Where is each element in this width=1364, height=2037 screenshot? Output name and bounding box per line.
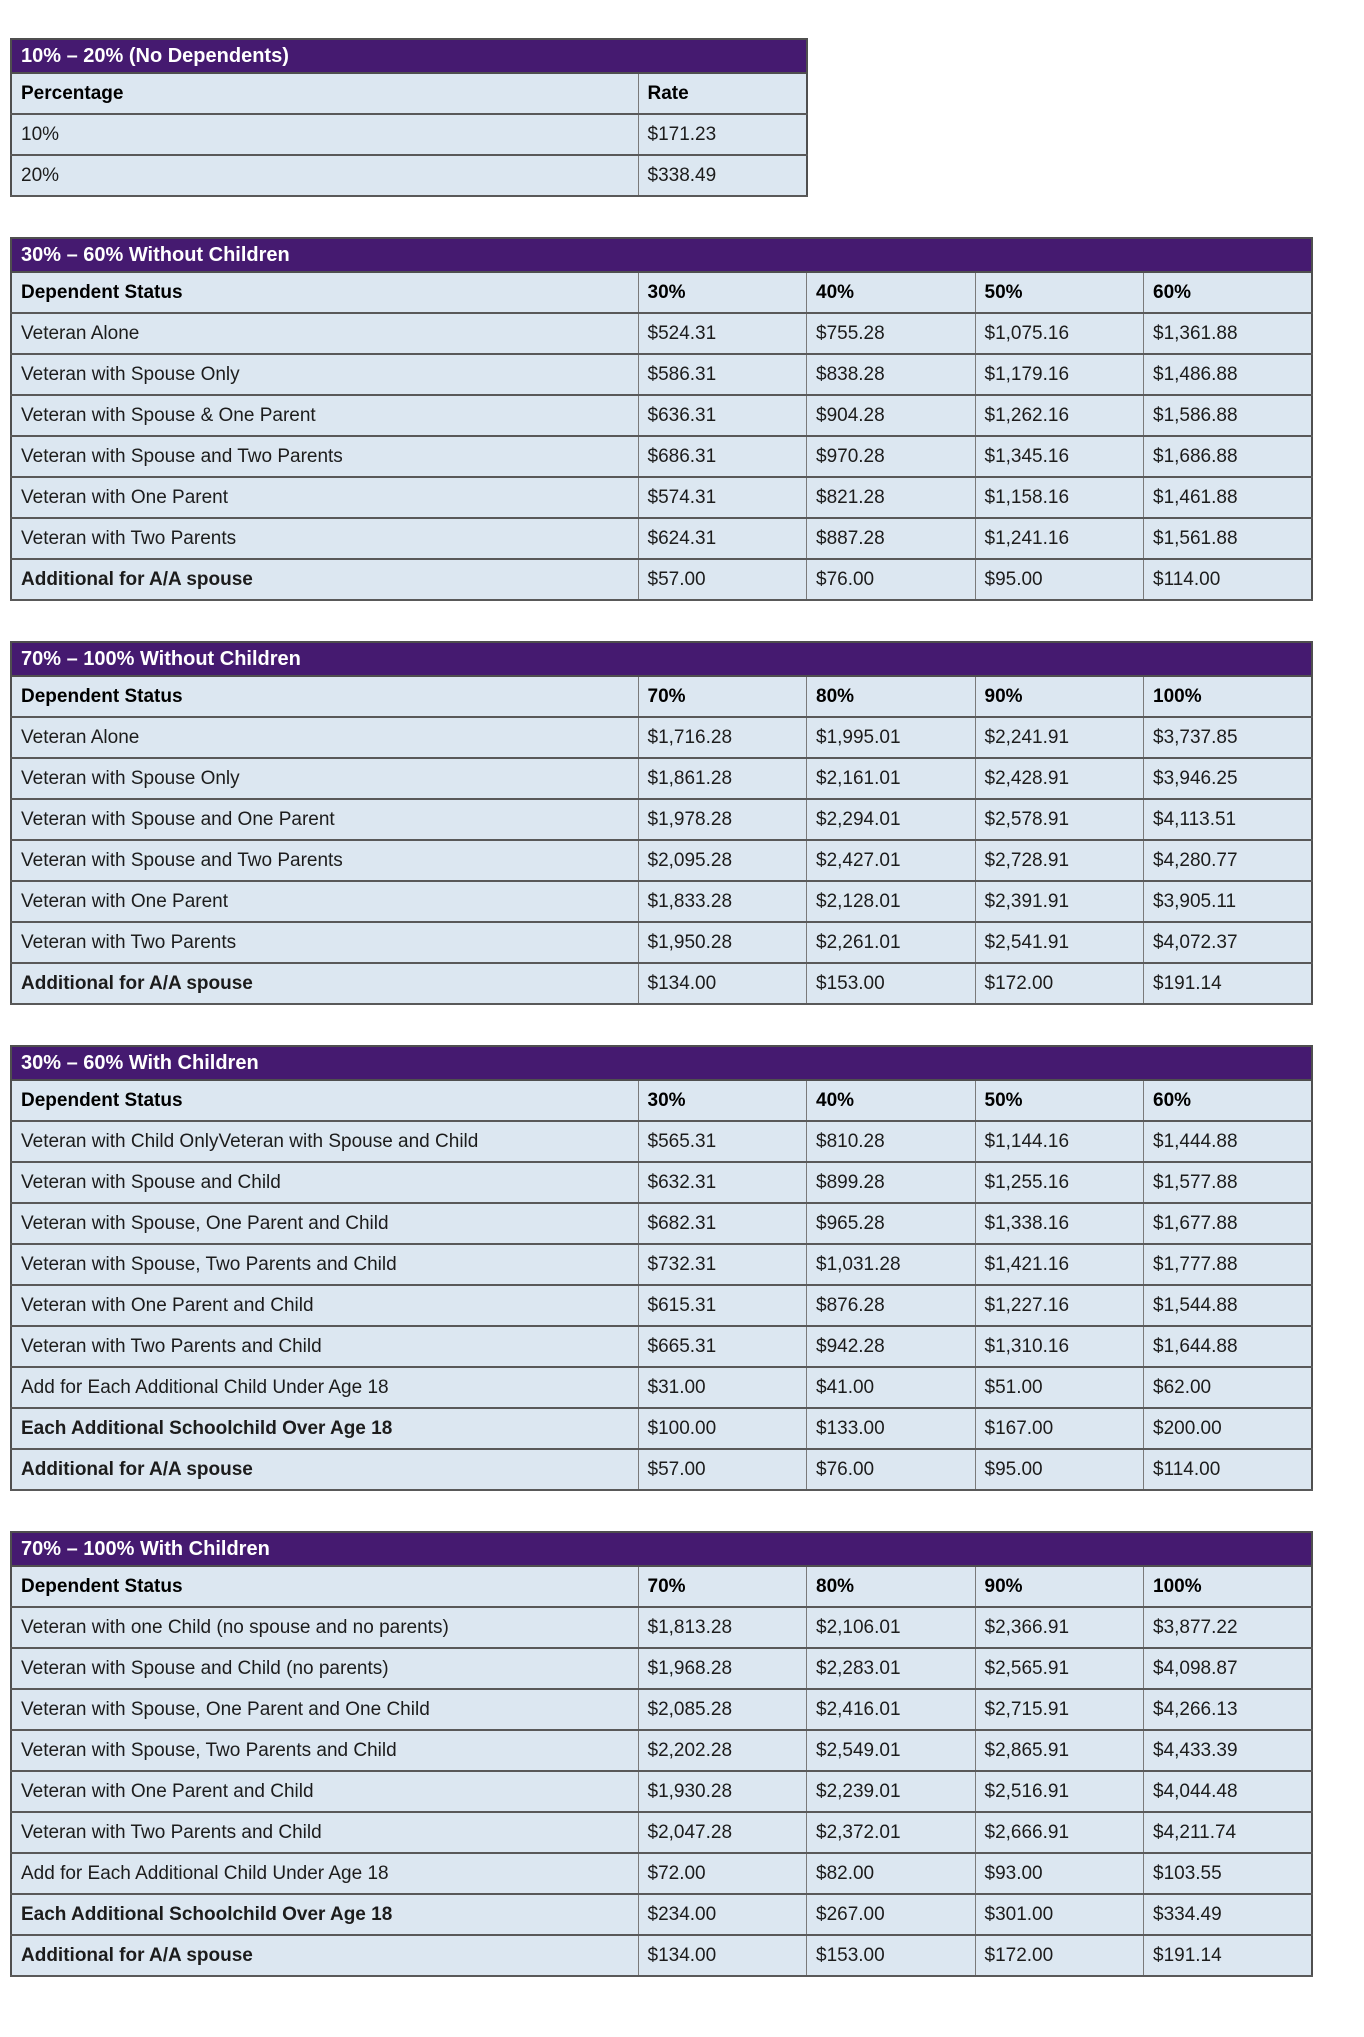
row-label: Additional for A/A spouse	[11, 1449, 638, 1490]
rate-cell: $1,444.88	[1144, 1121, 1313, 1162]
rate-cell: $1,995.01	[807, 717, 976, 758]
rate-cell: $267.00	[807, 1894, 976, 1935]
column-header-row	[11, 272, 1312, 313]
rate-cell: $1,345.16	[975, 436, 1144, 477]
rate-cell: $153.00	[807, 1935, 976, 1976]
row-label: Veteran with One Parent and Child	[11, 1771, 638, 1812]
table-row	[11, 1285, 1312, 1326]
row-label: Veteran with one Child (no spouse and no parents)	[11, 1607, 638, 1648]
row-label: Veteran with One Parent and Child	[11, 1285, 638, 1326]
column-header: 90%	[975, 1566, 1144, 1607]
rate-cell: $1,486.88	[1144, 354, 1313, 395]
table-row	[11, 436, 1312, 477]
rate-cell: $821.28	[807, 477, 976, 518]
table-row	[11, 758, 1312, 799]
rate-cell: $1,227.16	[975, 1285, 1144, 1326]
rate-cell: $191.14	[1144, 1935, 1313, 1976]
rate-cell: $2,565.91	[975, 1648, 1144, 1689]
rate-cell: $1,930.28	[638, 1771, 807, 1812]
table-row	[11, 1121, 1312, 1162]
row-label: Veteran with Spouse and Child (no parents)	[11, 1648, 638, 1689]
rate-cell: $1,255.16	[975, 1162, 1144, 1203]
column-header: Dependent Status	[11, 1080, 638, 1121]
rate-cell: $72.00	[638, 1853, 807, 1894]
rate-cell: $167.00	[975, 1408, 1144, 1449]
rate-cell: $1,677.88	[1144, 1203, 1313, 1244]
rate-cell: $2,128.01	[807, 881, 976, 922]
column-header: 60%	[1144, 272, 1313, 313]
rate-cell: $2,106.01	[807, 1607, 976, 1648]
rate-cell: $1,262.16	[975, 395, 1144, 436]
column-header-row	[11, 1080, 1312, 1121]
row-label: Veteran with Two Parents and Child	[11, 1812, 638, 1853]
column-header: 50%	[975, 272, 1144, 313]
rate-cell: $172.00	[975, 1935, 1144, 1976]
table-row	[11, 963, 1312, 1004]
table-title-row	[11, 642, 1312, 676]
rate-cell: $755.28	[807, 313, 976, 354]
rate-cell: $1,338.16	[975, 1203, 1144, 1244]
table-row	[11, 559, 1312, 600]
rate-cell: $2,085.28	[638, 1689, 807, 1730]
row-label: Veteran with Spouse and Two Parents	[11, 436, 638, 477]
rate-cell: $4,098.87	[1144, 1648, 1313, 1689]
table-row	[11, 518, 1312, 559]
rate-cell: $1,075.16	[975, 313, 1144, 354]
rate-cell: $4,044.48	[1144, 1771, 1313, 1812]
table-row	[11, 1607, 1312, 1648]
rate-cell: $1,031.28	[807, 1244, 976, 1285]
table-title: 70% – 100% Without Children	[11, 642, 1312, 676]
rate-cell: $904.28	[807, 395, 976, 436]
row-label: Veteran with Spouse, Two Parents and Child	[11, 1244, 638, 1285]
rate-cell: $2,283.01	[807, 1648, 976, 1689]
rate-cell: $2,161.01	[807, 758, 976, 799]
table-row	[11, 799, 1312, 840]
rate-cell: $615.31	[638, 1285, 807, 1326]
table-row	[11, 1730, 1312, 1771]
table-row	[11, 1689, 1312, 1730]
row-label: Veteran with Two Parents	[11, 518, 638, 559]
rate-cell: $665.31	[638, 1326, 807, 1367]
rate-cell: $100.00	[638, 1408, 807, 1449]
rate-cell: $1,950.28	[638, 922, 807, 963]
rate-cell: $171.23	[638, 114, 807, 155]
rate-cell: $3,737.85	[1144, 717, 1313, 758]
rate-table	[10, 641, 1313, 1005]
column-header: 80%	[807, 676, 976, 717]
rate-cell: $624.31	[638, 518, 807, 559]
row-label: Veteran with Spouse Only	[11, 354, 638, 395]
column-header: Dependent Status	[11, 1566, 638, 1607]
row-label: Veteran with Spouse and Child	[11, 1162, 638, 1203]
rate-cell: $3,946.25	[1144, 758, 1313, 799]
rate-cell: $1,361.88	[1144, 313, 1313, 354]
row-label: Veteran with Spouse & One Parent	[11, 395, 638, 436]
rate-cell: $636.31	[638, 395, 807, 436]
table-row	[11, 922, 1312, 963]
rate-cell: $2,541.91	[975, 922, 1144, 963]
rate-cell: $172.00	[975, 963, 1144, 1004]
rate-cell: $134.00	[638, 963, 807, 1004]
row-label: Additional for A/A spouse	[11, 963, 638, 1004]
rate-cell: $234.00	[638, 1894, 807, 1935]
row-label: Veteran with Two Parents and Child	[11, 1326, 638, 1367]
rate-cell: $4,113.51	[1144, 799, 1313, 840]
column-header: 40%	[807, 1080, 976, 1121]
rate-cell: $965.28	[807, 1203, 976, 1244]
rate-cell: $2,516.91	[975, 1771, 1144, 1812]
rate-cell: $31.00	[638, 1367, 807, 1408]
rate-cell: $82.00	[807, 1853, 976, 1894]
rate-cell: $1,644.88	[1144, 1326, 1313, 1367]
rate-cell: $1,686.88	[1144, 436, 1313, 477]
column-header-row	[11, 73, 807, 114]
row-label: Veteran with Spouse, Two Parents and Child	[11, 1730, 638, 1771]
rate-cell: $4,211.74	[1144, 1812, 1313, 1853]
column-header-row	[11, 1566, 1312, 1607]
table-row	[11, 1326, 1312, 1367]
row-label: Additional for A/A spouse	[11, 1935, 638, 1976]
rate-cell: $2,261.01	[807, 922, 976, 963]
rate-cell: $1,813.28	[638, 1607, 807, 1648]
table-title-row	[11, 1046, 1312, 1080]
rate-cell: $3,905.11	[1144, 881, 1313, 922]
column-header: 70%	[638, 1566, 807, 1607]
rate-cell: $1,577.88	[1144, 1162, 1313, 1203]
column-header: Rate	[638, 73, 807, 114]
rate-cell: $95.00	[975, 559, 1144, 600]
rate-cell: $942.28	[807, 1326, 976, 1367]
table-title-row	[11, 1532, 1312, 1566]
row-label: Veteran with Spouse and One Parent	[11, 799, 638, 840]
rate-cell: $4,433.39	[1144, 1730, 1313, 1771]
table-row	[11, 114, 807, 155]
table-row	[11, 354, 1312, 395]
rate-cell: $970.28	[807, 436, 976, 477]
row-label: Veteran with One Parent	[11, 881, 638, 922]
rate-cell: $133.00	[807, 1408, 976, 1449]
rate-cell: $2,047.28	[638, 1812, 807, 1853]
rate-cell: $2,366.91	[975, 1607, 1144, 1648]
table-title: 70% – 100% With Children	[11, 1532, 1312, 1566]
rate-cell: $2,239.01	[807, 1771, 976, 1812]
table-row	[11, 840, 1312, 881]
column-header: 60%	[1144, 1080, 1313, 1121]
rate-table	[10, 38, 808, 197]
rate-cell: $2,865.91	[975, 1730, 1144, 1771]
rate-cell: $334.49	[1144, 1894, 1313, 1935]
rate-cell: $2,241.91	[975, 717, 1144, 758]
rate-cell: $4,266.13	[1144, 1689, 1313, 1730]
rate-cell: $1,310.16	[975, 1326, 1144, 1367]
rate-cell: $1,978.28	[638, 799, 807, 840]
rate-cell: $76.00	[807, 559, 976, 600]
rate-cell: $732.31	[638, 1244, 807, 1285]
row-label: Veteran Alone	[11, 717, 638, 758]
rate-cell: $838.28	[807, 354, 976, 395]
table-row	[11, 1408, 1312, 1449]
table-row	[11, 1771, 1312, 1812]
row-label: 10%	[11, 114, 638, 155]
column-header: Dependent Status	[11, 676, 638, 717]
rate-cell: $1,716.28	[638, 717, 807, 758]
table-row	[11, 395, 1312, 436]
rate-cell: $191.14	[1144, 963, 1313, 1004]
row-label: Veteran with Spouse and Two Parents	[11, 840, 638, 881]
table-row	[11, 1894, 1312, 1935]
column-header: 30%	[638, 272, 807, 313]
rate-cell: $2,294.01	[807, 799, 976, 840]
rate-cell: $301.00	[975, 1894, 1144, 1935]
rate-cell: $2,715.91	[975, 1689, 1144, 1730]
table-row	[11, 1449, 1312, 1490]
rate-cell: $2,728.91	[975, 840, 1144, 881]
rate-cell: $2,095.28	[638, 840, 807, 881]
column-header: 100%	[1144, 1566, 1313, 1607]
column-header: 90%	[975, 676, 1144, 717]
rate-cell: $1,777.88	[1144, 1244, 1313, 1285]
column-header: 30%	[638, 1080, 807, 1121]
rate-cell: $57.00	[638, 559, 807, 600]
rate-table	[10, 237, 1313, 601]
rate-cell: $1,158.16	[975, 477, 1144, 518]
table-row	[11, 1367, 1312, 1408]
rate-cell: $565.31	[638, 1121, 807, 1162]
rate-cell: $1,421.16	[975, 1244, 1144, 1285]
column-header: 40%	[807, 272, 976, 313]
column-header: 70%	[638, 676, 807, 717]
rate-cell: $810.28	[807, 1121, 976, 1162]
rate-table	[10, 1045, 1313, 1491]
rate-cell: $876.28	[807, 1285, 976, 1326]
rate-cell: $2,666.91	[975, 1812, 1144, 1853]
row-label: Each Additional Schoolchild Over Age 18	[11, 1408, 638, 1449]
rate-cell: $524.31	[638, 313, 807, 354]
rate-cell: $4,072.37	[1144, 922, 1313, 963]
row-label: Veteran with Child OnlyVeteran with Spouse and Child	[11, 1121, 638, 1162]
rate-cell: $2,391.91	[975, 881, 1144, 922]
rate-cell: $2,416.01	[807, 1689, 976, 1730]
rate-cell: $200.00	[1144, 1408, 1313, 1449]
rate-cell: $1,544.88	[1144, 1285, 1313, 1326]
rate-cell: $338.49	[638, 155, 807, 196]
rate-cell: $1,968.28	[638, 1648, 807, 1689]
rate-cell: $3,877.22	[1144, 1607, 1313, 1648]
rate-cell: $114.00	[1144, 1449, 1313, 1490]
rate-cell: $62.00	[1144, 1367, 1313, 1408]
rate-cell: $103.55	[1144, 1853, 1313, 1894]
rate-cell: $41.00	[807, 1367, 976, 1408]
table-title-row	[11, 39, 807, 73]
row-label: Each Additional Schoolchild Over Age 18	[11, 1894, 638, 1935]
table-row	[11, 1812, 1312, 1853]
column-header-row	[11, 676, 1312, 717]
table-row	[11, 1935, 1312, 1976]
table-title: 30% – 60% Without Children	[11, 238, 1312, 272]
row-label: 20%	[11, 155, 638, 196]
table-row	[11, 1244, 1312, 1285]
row-label: Veteran with One Parent	[11, 477, 638, 518]
table-title-row	[11, 238, 1312, 272]
rate-cell: $887.28	[807, 518, 976, 559]
table-row	[11, 313, 1312, 354]
rate-cell: $1,586.88	[1144, 395, 1313, 436]
row-label: Veteran with Spouse, One Parent and One Child	[11, 1689, 638, 1730]
rate-cell: $586.31	[638, 354, 807, 395]
table-title: 30% – 60% With Children	[11, 1046, 1312, 1080]
table-row	[11, 1162, 1312, 1203]
rate-cell: $574.31	[638, 477, 807, 518]
table-row	[11, 1648, 1312, 1689]
rate-cell: $95.00	[975, 1449, 1144, 1490]
rate-cell: $1,461.88	[1144, 477, 1313, 518]
row-label: Add for Each Additional Child Under Age 18	[11, 1367, 638, 1408]
rate-cell: $114.00	[1144, 559, 1313, 600]
row-label: Additional for A/A spouse	[11, 559, 638, 600]
table-row	[11, 1853, 1312, 1894]
rate-cell: $686.31	[638, 436, 807, 477]
rate-cell: $632.31	[638, 1162, 807, 1203]
rate-cell: $1,561.88	[1144, 518, 1313, 559]
table-row	[11, 881, 1312, 922]
rate-cell: $682.31	[638, 1203, 807, 1244]
row-label: Veteran with Two Parents	[11, 922, 638, 963]
rate-cell: $51.00	[975, 1367, 1144, 1408]
rate-cell: $1,144.16	[975, 1121, 1144, 1162]
rate-cell: $2,549.01	[807, 1730, 976, 1771]
column-header: 80%	[807, 1566, 976, 1607]
column-header: 100%	[1144, 676, 1313, 717]
rate-cell: $153.00	[807, 963, 976, 1004]
rate-cell: $2,202.28	[638, 1730, 807, 1771]
rate-cell: $4,280.77	[1144, 840, 1313, 881]
rate-table	[10, 1531, 1313, 1977]
rate-cell: $134.00	[638, 1935, 807, 1976]
table-row	[11, 1203, 1312, 1244]
rate-cell: $76.00	[807, 1449, 976, 1490]
rate-cell: $2,578.91	[975, 799, 1144, 840]
rate-cell: $2,372.01	[807, 1812, 976, 1853]
column-header: Percentage	[11, 73, 638, 114]
table-row	[11, 155, 807, 196]
column-header: Dependent Status	[11, 272, 638, 313]
row-label: Veteran with Spouse Only	[11, 758, 638, 799]
table-title: 10% – 20% (No Dependents)	[11, 39, 807, 73]
rate-cell: $1,833.28	[638, 881, 807, 922]
rate-cell: $2,427.01	[807, 840, 976, 881]
row-label: Veteran Alone	[11, 313, 638, 354]
rate-cell: $1,861.28	[638, 758, 807, 799]
row-label: Veteran with Spouse, One Parent and Child	[11, 1203, 638, 1244]
table-row	[11, 717, 1312, 758]
table-row	[11, 477, 1312, 518]
rate-cell: $899.28	[807, 1162, 976, 1203]
rate-cell: $1,179.16	[975, 354, 1144, 395]
rate-cell: $93.00	[975, 1853, 1144, 1894]
rate-cell: $2,428.91	[975, 758, 1144, 799]
row-label: Add for Each Additional Child Under Age 18	[11, 1853, 638, 1894]
rate-cell: $1,241.16	[975, 518, 1144, 559]
column-header: 50%	[975, 1080, 1144, 1121]
rate-cell: $57.00	[638, 1449, 807, 1490]
